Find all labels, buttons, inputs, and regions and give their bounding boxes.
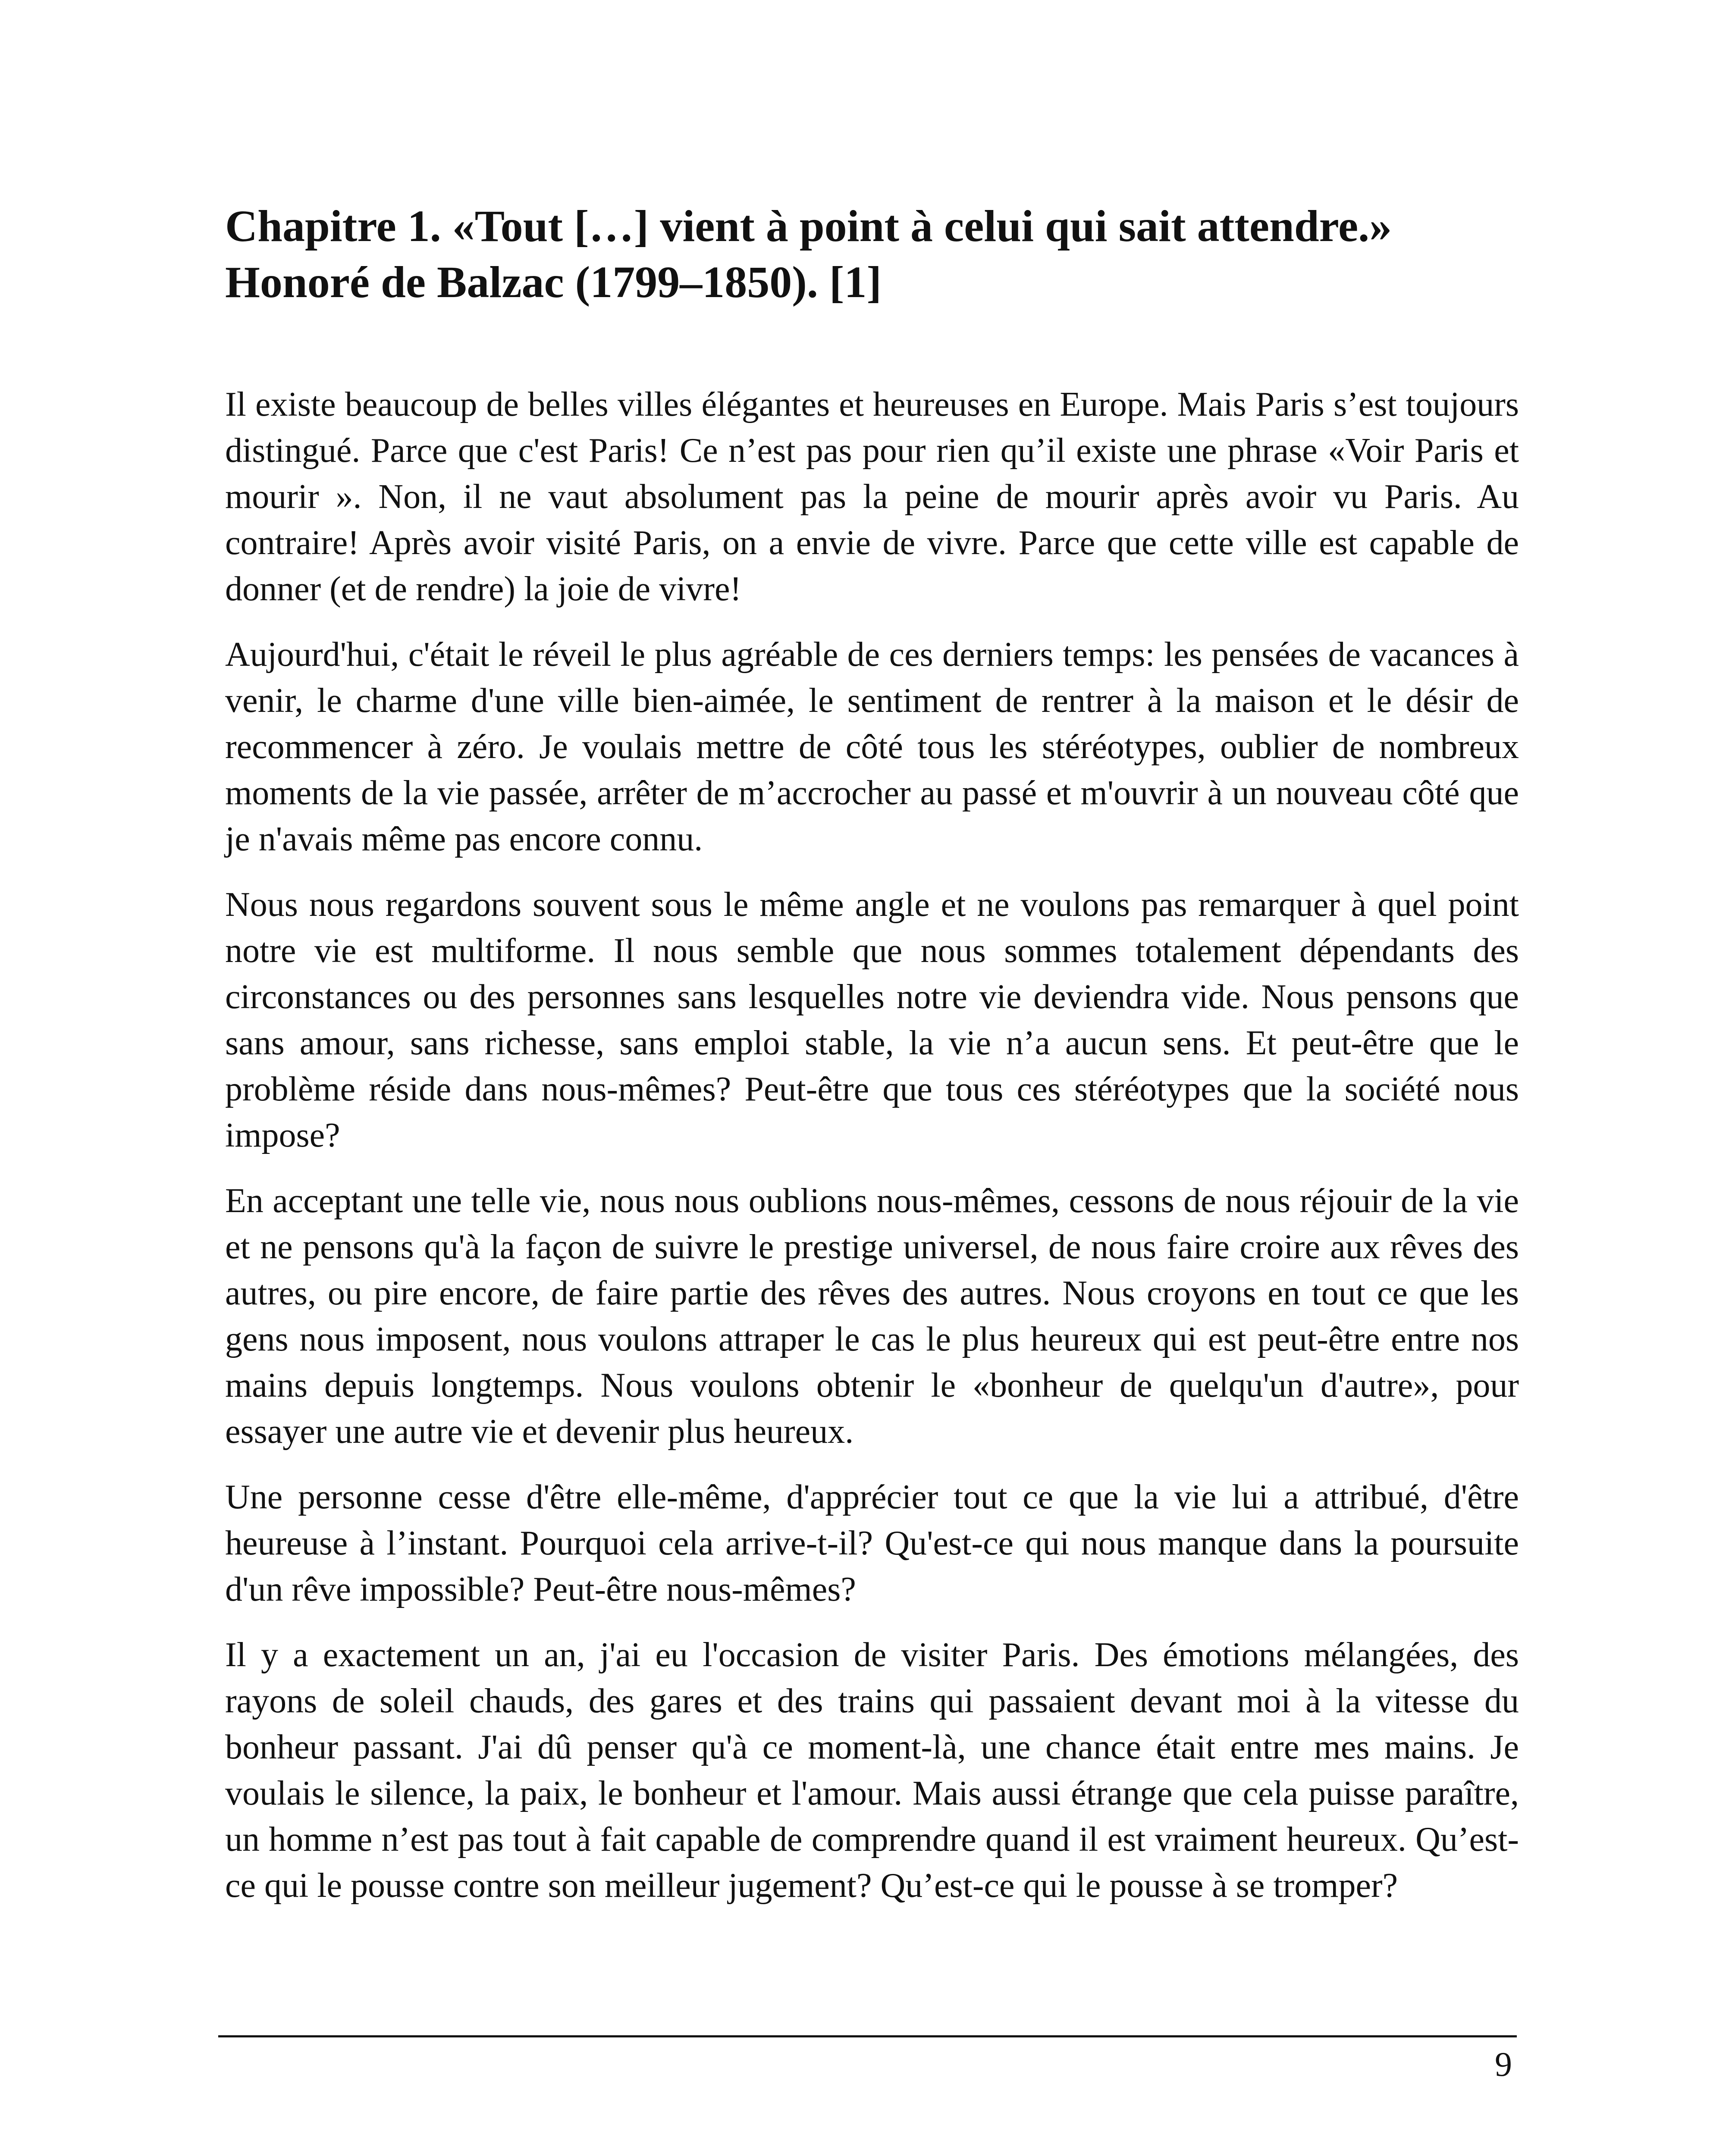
paragraph-1: Il existe beaucoup de belles villes élégantes et heureuses en Europe. Mais Paris s’est toujours distingué. Parce que c'est Paris! Ce n’est pas pour rien qu’il existe une phrase «Voir Paris et mourir ». Non, il ne vaut absolument pas la peine de mourir après avoir vu Paris. Au contraire! Après avoir visité Paris, on a envie de vivre. Parce que cette ville est capable de donner (et de rendre) la joie de vivre! — [225, 385, 1519, 608]
chapter-title-line-2: Honoré de Balzac (1799–1850). [1] — [225, 257, 882, 307]
paragraph-2: Aujourd'hui, c'était le réveil le plus agréable de ces derniers temps: les pensées de vacances à venir, le charme d'une ville bien-aimée, le sentiment de rentrer à la maison et le désir de recommencer à zéro. Je voulais mettre de côté tous les stéréotypes, oublier de nombreux moments de la vie passée, arrêter de m’accrocher au passé et m'ouvrir à un nouveau côté que je n'avais même pas encore connu. — [225, 636, 1519, 858]
paragraph-3: Nous nous regardons souvent sous le même angle et ne voulons pas remarquer à quel point notre vie est multiforme. Il nous semble que nous sommes totalement dépendants des circonstances ou des personnes sans lesquelles notre vie deviendra vide. Nous pensons que sans amour, sans richesse, sans emploi stable, la vie n’a aucun sens. Et peut-être que le problème réside dans nous-mêmes? Peut-être que tous ces stéréotypes que la société nous impose? — [225, 886, 1519, 1154]
body-text — [225, 382, 1519, 1909]
page-content — [225, 198, 1519, 1928]
chapter-title — [225, 198, 1519, 310]
paragraph-5: Une personne cesse d'être elle-même, d'apprécier tout ce que la vie lui a attribué, d'être heureuse à l’instant. Pourquoi cela arrive-t-il? Qu'est-ce qui nous manque dans la poursuite d'un rêve impossible? Peut-être nous-mêmes? — [225, 1478, 1519, 1608]
page-number: 9 — [1495, 2046, 1512, 2084]
chapter-title-line-1: Chapitre 1. «Tout […] vient à point à celui qui sait attendre.» — [225, 201, 1392, 251]
paragraph-4: En acceptant une telle vie, nous nous oublions nous-mêmes, cessons de nous réjouir de la vie et ne pensons qu'à la façon de suivre le prestige universel, de nous faire croire aux rêves des autres, ou pire encore, de faire partie des rêves des autres. Nous croyons en tout ce que les gens nous imposent, nous voulons attraper le cas le plus heureux qui est peut-être entre nos mains depuis longtemps. Nous voulons obtenir le «bonheur de quelqu'un d'autre», pour essayer une autre vie et devenir plus heureux. — [225, 1182, 1519, 1451]
footer-divider — [218, 2035, 1517, 2037]
paragraph-6: Il y a exactement un an, j'ai eu l'occasion de visiter Paris. Des émotions mélangées, des rayons de soleil chauds, des gares et des trains qui passaient devant moi à la vitesse du bonheur passant. J'ai dû penser qu'à ce moment-là, une chance était entre mes mains. Je voulais le silence, la paix, le bonheur et l'amour. Mais aussi étrange que cela puisse paraître, un homme n’est pas tout à fait capable de comprendre quand il est vraiment heureux. Qu’est-ce qui le pousse contre son meilleur jugement? Qu’est-ce qui le pousse à se tromper? — [225, 1636, 1519, 1905]
